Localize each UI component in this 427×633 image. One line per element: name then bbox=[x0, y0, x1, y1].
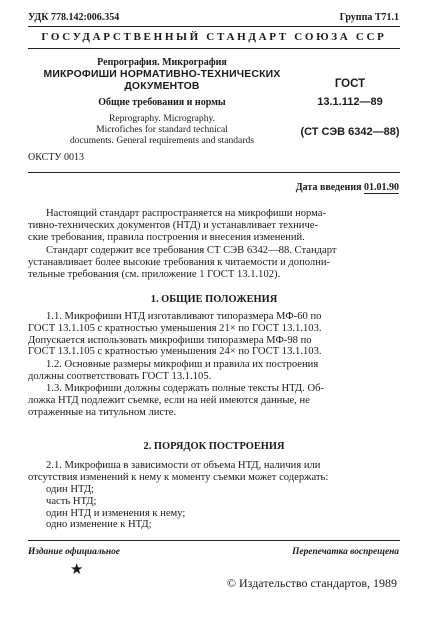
subtitle: Репрография. Микрография bbox=[97, 57, 227, 68]
document-title-line-2: ДОКУМЕНТОВ bbox=[124, 81, 200, 92]
st-sev-number: (СТ СЭВ 6342—88) bbox=[300, 126, 400, 138]
section-1-paragraph-1 bbox=[28, 311, 400, 358]
star-icon: ★ bbox=[70, 562, 84, 578]
section-2-list bbox=[28, 484, 400, 531]
section-1-paragraph-3-line: отраженные на титульном листе. bbox=[28, 406, 177, 418]
section-1-paragraph-2-line: 1.2. Основные размеры микрофиш и правила их построения bbox=[46, 359, 319, 370]
header-rule-top bbox=[28, 26, 400, 27]
section-1-paragraph-1-line: ГОСТ 13.1.105 с кратностью уменьшения 24× по ГОСТ 13.1.103. bbox=[28, 346, 322, 358]
title-block-rule bbox=[28, 172, 400, 173]
group-code: Группа Т71.1 bbox=[339, 12, 399, 23]
standard-banner: ГОСУДАРСТВЕННЫЙ СТАНДАРТ СОЮЗА ССР bbox=[41, 31, 387, 43]
intro-paragraph-2-line: тельные требования (см. приложение 1 ГОСТ 13.1.102). bbox=[28, 268, 281, 280]
section-2-paragraph-1-line: 2.1. Микрофиша в зависимости от объема НТД, наличия или bbox=[46, 460, 321, 471]
section-1-heading: 1. ОБЩИЕ ПОЛОЖЕНИЯ bbox=[150, 294, 278, 305]
intro-paragraph-2-line: Стандарт содержит все требования СТ СЭВ 6342—88. Стандарт bbox=[46, 245, 337, 256]
reprint-prohibited: Перепечатка воспрещена bbox=[292, 547, 399, 557]
okstu-code: ОКСТУ 0013 bbox=[28, 152, 85, 163]
section-2-paragraph-1 bbox=[28, 460, 400, 484]
section-1-paragraph-1-line: ГОСТ 13.1.105 с кратностью уменьшения 21× по ГОСТ 13.1.103. bbox=[28, 322, 322, 334]
intro-paragraph-1-line: Настоящий стандарт распространяется на микрофиши норма- bbox=[46, 208, 327, 219]
list-item: один НТД; bbox=[46, 484, 94, 495]
list-item: часть НТД; bbox=[46, 495, 97, 507]
section-2-heading: 2. ПОРЯДОК ПОСТРОЕНИЯ bbox=[143, 441, 285, 452]
footer-rule bbox=[28, 540, 400, 541]
section-1-paragraph-1-line: Допускается использовать микрофиши типоразмера МФ-98 по bbox=[28, 334, 312, 346]
gost-label: ГОСТ bbox=[334, 78, 366, 90]
english-title-line-1: Reprography. Micrography. bbox=[108, 113, 216, 124]
official-edition: Издание официальное bbox=[28, 547, 120, 557]
header-rule-bottom bbox=[28, 48, 400, 49]
english-title-line-3: documents. General requirements and standards bbox=[69, 135, 255, 146]
effective-date bbox=[296, 182, 399, 193]
udk-code: УДК 778.142:006.354 bbox=[28, 12, 120, 23]
english-title-line-2: Microfiches for standard technical bbox=[96, 124, 228, 135]
general-requirements: Общие требования и нормы bbox=[98, 97, 226, 108]
publisher-copyright: © Издательство стандартов, 1989 bbox=[226, 576, 397, 590]
list-item: одно изменение к НТД; bbox=[46, 519, 152, 531]
intro-paragraph-1 bbox=[28, 208, 400, 243]
section-1-paragraph-2 bbox=[28, 359, 400, 383]
effective-date-label: Дата введения bbox=[295, 182, 362, 193]
intro-paragraph-1-line: ские требования, правила построения и внесения изменений. bbox=[28, 231, 305, 243]
intro-paragraph-1-line: тивно-технических документов (НТД) и устанавливает техниче- bbox=[28, 219, 319, 231]
section-2-paragraph-1-line: отсутствия изменений к нему к моменту съемки может содержать: bbox=[28, 471, 329, 483]
list-item: один НТД и изменения к нему; bbox=[46, 507, 186, 519]
section-1-paragraph-3-line: 1.3. Микрофиши должны содержать полные тексты НТД. Об- bbox=[46, 383, 325, 394]
effective-date-value: 01.01.90 bbox=[364, 182, 399, 193]
section-1-paragraph-3-line: ложка НТД подлежит съемке, если на ней имеются данные, не bbox=[28, 394, 310, 406]
section-1-paragraph-2-line: должны соответствовать ГОСТ 13.1.105. bbox=[28, 370, 212, 382]
intro-paragraph-2-line: устанавливает более высокие требования к читаемости и дополни- bbox=[28, 256, 331, 268]
intro-paragraph-2 bbox=[28, 245, 400, 280]
gost-number: 13.1.112—89 bbox=[317, 96, 383, 108]
section-1-paragraph-1-line: 1.1. Микрофиши НТД изготавливают типоразмера МФ-60 по bbox=[46, 311, 322, 322]
section-1-paragraph-3 bbox=[28, 383, 400, 418]
document-title-line-1: МИКРОФИШИ НОРМАТИВНО-ТЕХНИЧЕСКИХ bbox=[43, 69, 281, 80]
